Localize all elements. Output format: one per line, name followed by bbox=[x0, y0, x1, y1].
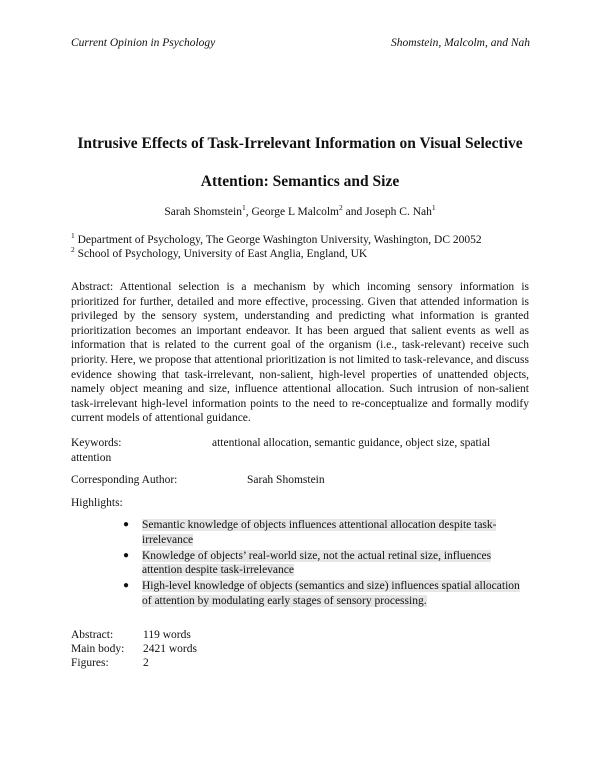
author-separator: and bbox=[342, 206, 366, 218]
affiliation-number: 2 bbox=[71, 245, 75, 255]
affiliation bbox=[71, 231, 482, 246]
bullet-icon: ● bbox=[123, 519, 130, 530]
paper-title-line-2: Attention: Semantics and Size bbox=[200, 173, 400, 190]
word-count-row bbox=[71, 643, 197, 655]
corresponding-author-name: Sarah Shomstein bbox=[247, 474, 325, 486]
paper-title-line-1: Intrusive Effects of Task-Irrelevant Information on Visual Selective bbox=[77, 135, 523, 152]
highlight-text: High-level knowledge of objects (semantics and size) influences spatial allocation of attention by modulating early stages of sensory processing. bbox=[142, 580, 520, 607]
author-separator: , bbox=[245, 206, 252, 218]
affiliation-text: Department of Psychology, The George Washington University, Washington, DC 20052 bbox=[77, 234, 482, 246]
author-affiliation-mark: 1 bbox=[241, 203, 246, 213]
highlights-list bbox=[120, 518, 530, 610]
word-count-row bbox=[71, 629, 191, 641]
corresponding-author-line bbox=[71, 474, 325, 486]
running-header-authors: Shomstein, Malcolm, and Nah bbox=[391, 37, 530, 49]
author-name: George L Malcolm bbox=[251, 206, 339, 218]
running-header-journal: Current Opinion in Psychology bbox=[71, 37, 216, 49]
bullet-icon: ● bbox=[123, 549, 130, 561]
author-list bbox=[0, 203, 600, 218]
affiliation bbox=[71, 245, 368, 260]
author-name: Sarah Shomstein bbox=[164, 206, 242, 218]
highlight-text: Semantic knowledge of objects influences attentional allocation despite task-irrelevance bbox=[142, 519, 497, 546]
word-count-value: 2421 words bbox=[143, 643, 197, 655]
word-count-label: Abstract: bbox=[71, 629, 114, 641]
affiliation-text: School of Psychology, University of East Anglia, England, UK bbox=[77, 248, 368, 260]
highlight-item bbox=[120, 518, 530, 548]
abstract-paragraph: Abstract: Attentional selection is a mechanism by which incoming sensory information is prioritized for further, detailed and more effective, processing. Given that attended information is privileged by the sensory system, understanding and predicting what information is granted prioritization becomes an important endeavor. It has been argued that salient events as well as information that is related to the current goal of the organism (i.e., task-relevant) receive such priority. Here, we propose that attentional prioritization is not limited to task-relevance, and discuss evidence showing that task-irrelevant, non-salient, high-level properties of unattended objects, namely object meaning and size, influence attentional allocation. Such intrusion of non-salient task-irrelevant high-level information points to the need to re-conceptualize and formally modify current models of attentional guidance. bbox=[71, 281, 529, 425]
affiliation-number: 1 bbox=[71, 231, 75, 241]
figure-count-row bbox=[71, 657, 149, 669]
highlight-item bbox=[120, 579, 530, 609]
keywords-line bbox=[71, 436, 511, 466]
highlights-heading: Highlights: bbox=[71, 497, 123, 509]
author-affiliation-mark: 1 bbox=[431, 203, 436, 213]
highlight-text: Knowledge of objects’ real-world size, not the actual retinal size, influences attention despite task-irrelevance bbox=[142, 549, 492, 577]
bullet-icon: ● bbox=[123, 580, 130, 592]
keywords-value: attentional allocation, semantic guidance, object size, spatial attention bbox=[71, 437, 491, 464]
author-name: Joseph C. Nah bbox=[365, 206, 432, 218]
figure-count-value: 2 bbox=[143, 657, 149, 669]
keywords-label: Keywords: bbox=[71, 437, 122, 449]
figure-count-label: Figures: bbox=[71, 657, 109, 669]
word-count-value: 119 words bbox=[143, 629, 191, 641]
highlight-item bbox=[120, 549, 530, 579]
author-affiliation-mark: 2 bbox=[339, 203, 343, 213]
word-count-label: Main body: bbox=[71, 643, 125, 655]
corresponding-author-label: Corresponding Author: bbox=[71, 474, 178, 486]
